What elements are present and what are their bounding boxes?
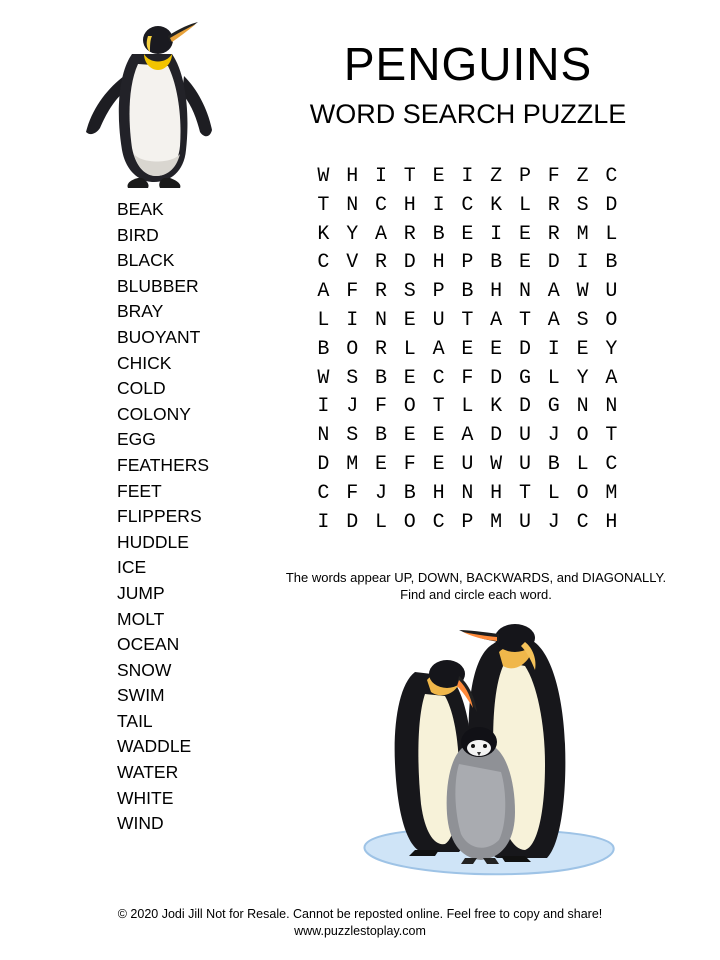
grid-letter: G (518, 366, 531, 390)
grid-letter: J (547, 510, 560, 534)
grid-letter: M (346, 452, 359, 476)
grid-letter: U (605, 280, 618, 304)
grid-letter: L (547, 366, 560, 390)
grid-letter: D (605, 193, 618, 217)
grid-letter: W (490, 452, 503, 476)
word-list-item: TAIL (117, 710, 153, 731)
grid-letter: B (374, 366, 387, 390)
penguin-family-illustration (355, 614, 620, 890)
grid-letter: I (317, 510, 330, 534)
grid-letter: E (490, 337, 503, 361)
word-list-item: BIRD (117, 224, 159, 245)
grid-letter: A (490, 308, 503, 332)
grid-letter: E (518, 251, 531, 275)
grid-letter: R (374, 280, 387, 304)
grid-letter: U (518, 510, 531, 534)
grid-letter: K (490, 193, 503, 217)
grid-row (309, 480, 626, 509)
word-list-item: COLD (117, 378, 166, 399)
grid-letter: N (317, 424, 330, 448)
word-list-item: COLONY (117, 403, 191, 424)
grid-letter: P (432, 280, 445, 304)
grid-letter: H (346, 165, 359, 188)
grid-letter: F (461, 366, 474, 390)
grid-letter: R (403, 222, 416, 246)
grid-letter: O (576, 424, 589, 448)
instructions (270, 569, 682, 603)
grid-letter: V (346, 251, 359, 275)
word-list-item: FEATHERS (117, 454, 210, 475)
grid-letter: H (432, 481, 445, 505)
grid-letter: T (432, 395, 445, 419)
grid-letter: L (461, 395, 474, 419)
word-list-item: HUDDLE (117, 531, 189, 552)
grid-letter: K (317, 222, 330, 246)
grid-letter: D (490, 424, 503, 448)
grid-letter: C (461, 193, 474, 217)
grid-letter: A (317, 280, 330, 304)
grid-letter: L (605, 222, 618, 246)
website-link[interactable]: www.puzzlestoplay.com (294, 924, 426, 938)
grid-letter: U (432, 308, 445, 332)
grid-letter: Y (346, 222, 359, 246)
grid-letter: C (317, 481, 330, 505)
letter-grid (309, 163, 626, 537)
grid-letter: N (374, 308, 387, 332)
grid-letter: C (374, 193, 387, 217)
grid-letter: T (518, 308, 531, 332)
grid-letter: S (576, 193, 589, 217)
grid-letter: I (461, 165, 474, 188)
grid-row (309, 509, 626, 538)
word-list-item: WIND (117, 813, 164, 834)
grid-letter: D (317, 452, 330, 476)
grid-letter: A (374, 222, 387, 246)
word-list-item: WHITE (117, 787, 174, 808)
grid-letter: J (346, 395, 359, 419)
grid-letter: L (576, 452, 589, 476)
grid-letter: J (547, 424, 560, 448)
grid-letter: H (490, 280, 503, 304)
grid-letter: F (346, 280, 359, 304)
grid-letter: F (346, 481, 359, 505)
word-list-item: EGG (117, 429, 156, 450)
grid-letter: E (432, 424, 445, 448)
grid-letter: W (576, 280, 589, 304)
grid-row (309, 278, 626, 307)
grid-letter: D (518, 395, 531, 419)
grid-letter: A (432, 337, 445, 361)
grid-letter: A (461, 424, 474, 448)
grid-letter: S (576, 308, 589, 332)
grid-letter: E (432, 165, 445, 188)
grid-letter: T (317, 193, 330, 217)
grid-letter: E (403, 308, 416, 332)
emperor-penguin-illustration (80, 14, 220, 192)
grid-row (309, 307, 626, 336)
grid-letter: F (547, 165, 560, 188)
grid-letter: I (547, 337, 560, 361)
grid-letter: I (576, 251, 589, 275)
grid-letter: B (490, 251, 503, 275)
grid-letter: J (374, 481, 387, 505)
grid-letter: C (432, 366, 445, 390)
grid-letter: P (461, 251, 474, 275)
grid-letter: Z (576, 165, 589, 188)
grid-letter: I (490, 222, 503, 246)
grid-letter: B (547, 452, 560, 476)
grid-letter: C (432, 510, 445, 534)
word-list-item: WADDLE (117, 736, 192, 757)
grid-letter: D (403, 251, 416, 275)
word-list-item: OCEAN (117, 634, 180, 655)
grid-letter: M (490, 510, 503, 534)
grid-letter: S (346, 424, 359, 448)
grid-row (309, 365, 626, 394)
grid-row (309, 163, 626, 192)
grid-row (309, 451, 626, 480)
grid-letter: Z (490, 165, 503, 188)
grid-letter: D (346, 510, 359, 534)
word-list-item: FLIPPERS (117, 506, 202, 527)
word-list (117, 197, 209, 837)
copyright-text: © 2020 Jodi Jill Not for Resale. Cannot be reposted online. Feel free to copy and share! (117, 907, 603, 921)
grid-letter: B (461, 280, 474, 304)
grid-letter: F (374, 395, 387, 419)
grid-row (309, 393, 626, 422)
grid-letter: L (518, 193, 531, 217)
grid-letter: P (518, 165, 531, 188)
grid-letter: H (432, 251, 445, 275)
grid-letter: N (518, 280, 531, 304)
grid-letter: E (461, 222, 474, 246)
grid-letter: H (403, 193, 416, 217)
grid-letter: C (317, 251, 330, 275)
instructions-line-2: Find and circle each word. (400, 587, 552, 602)
word-list-item: WATER (117, 762, 179, 783)
grid-row (309, 336, 626, 365)
grid-letter: T (461, 308, 474, 332)
grid-letter: E (403, 424, 416, 448)
grid-letter: H (490, 481, 503, 505)
footer (0, 906, 720, 940)
grid-letter: B (432, 222, 445, 246)
grid-letter: E (432, 452, 445, 476)
grid-letter: W (317, 165, 330, 188)
grid-letter: A (547, 308, 560, 332)
grid-letter: C (605, 165, 618, 188)
grid-letter: U (518, 424, 531, 448)
grid-letter: L (547, 481, 560, 505)
word-list-item: BLACK (117, 250, 175, 271)
grid-letter: K (490, 395, 503, 419)
grid-letter: B (605, 251, 618, 275)
grid-letter: L (403, 337, 416, 361)
grid-letter: H (605, 510, 618, 534)
grid-letter: U (461, 452, 474, 476)
grid-letter: N (461, 481, 474, 505)
grid-letter: D (518, 337, 531, 361)
word-list-item: CHICK (117, 352, 172, 373)
grid-letter: A (605, 366, 618, 390)
grid-row (309, 422, 626, 451)
grid-letter: R (547, 222, 560, 246)
grid-letter: L (317, 308, 330, 332)
grid-letter: C (576, 510, 589, 534)
word-list-item: ICE (117, 557, 147, 578)
grid-letter: I (374, 165, 387, 188)
grid-letter: O (403, 395, 416, 419)
grid-letter: S (346, 366, 359, 390)
grid-letter: Y (605, 337, 618, 361)
grid-letter: E (576, 337, 589, 361)
grid-letter: Y (576, 366, 589, 390)
grid-letter: M (576, 222, 589, 246)
grid-letter: E (518, 222, 531, 246)
word-list-item: FEET (117, 480, 162, 501)
grid-letter: R (547, 193, 560, 217)
grid-letter: S (403, 280, 416, 304)
grid-letter: D (547, 251, 560, 275)
grid-letter: F (403, 452, 416, 476)
grid-letter: M (605, 481, 618, 505)
grid-letter: O (346, 337, 359, 361)
grid-letter: A (547, 280, 560, 304)
grid-letter: B (403, 481, 416, 505)
word-list-item: BEAK (117, 199, 164, 219)
grid-letter: O (605, 308, 618, 332)
word-list-item: SNOW (117, 659, 172, 680)
grid-letter: P (461, 510, 474, 534)
grid-letter: R (374, 251, 387, 275)
word-list-item: SWIM (117, 685, 165, 706)
grid-letter: B (374, 424, 387, 448)
grid-letter: D (490, 366, 503, 390)
grid-letter: W (317, 366, 330, 390)
grid-letter: L (374, 510, 387, 534)
grid-letter: U (518, 452, 531, 476)
grid-row (309, 221, 626, 250)
page-subtitle: WORD SEARCH PUZZLE (309, 99, 627, 129)
grid-letter: E (374, 452, 387, 476)
grid-letter: N (346, 193, 359, 217)
word-list-item: BLUBBER (117, 275, 199, 296)
grid-letter: C (605, 452, 618, 476)
grid-row (309, 249, 626, 278)
grid-row (309, 192, 626, 221)
instructions-line-1: The words appear UP, DOWN, BACKWARDS, and DIAGONALLY. (285, 570, 667, 585)
grid-letter: T (403, 165, 416, 188)
grid-letter: R (374, 337, 387, 361)
word-list-item: JUMP (117, 582, 165, 603)
grid-letter: T (518, 481, 531, 505)
grid-letter: B (317, 337, 330, 361)
grid-letter: O (576, 481, 589, 505)
grid-letter: E (461, 337, 474, 361)
grid-letter: I (432, 193, 445, 217)
word-list-item: MOLT (117, 608, 165, 629)
grid-letter: O (403, 510, 416, 534)
grid-letter: E (403, 366, 416, 390)
page-title: PENGUINS (343, 38, 593, 90)
grid-letter: T (605, 424, 618, 448)
grid-letter: G (547, 395, 560, 419)
word-list-item: BUOYANT (117, 326, 201, 347)
grid-letter: I (346, 308, 359, 332)
grid-letter: N (576, 395, 589, 419)
grid-letter: I (317, 395, 330, 419)
word-list-item: BRAY (117, 301, 164, 322)
grid-letter: N (605, 395, 618, 419)
